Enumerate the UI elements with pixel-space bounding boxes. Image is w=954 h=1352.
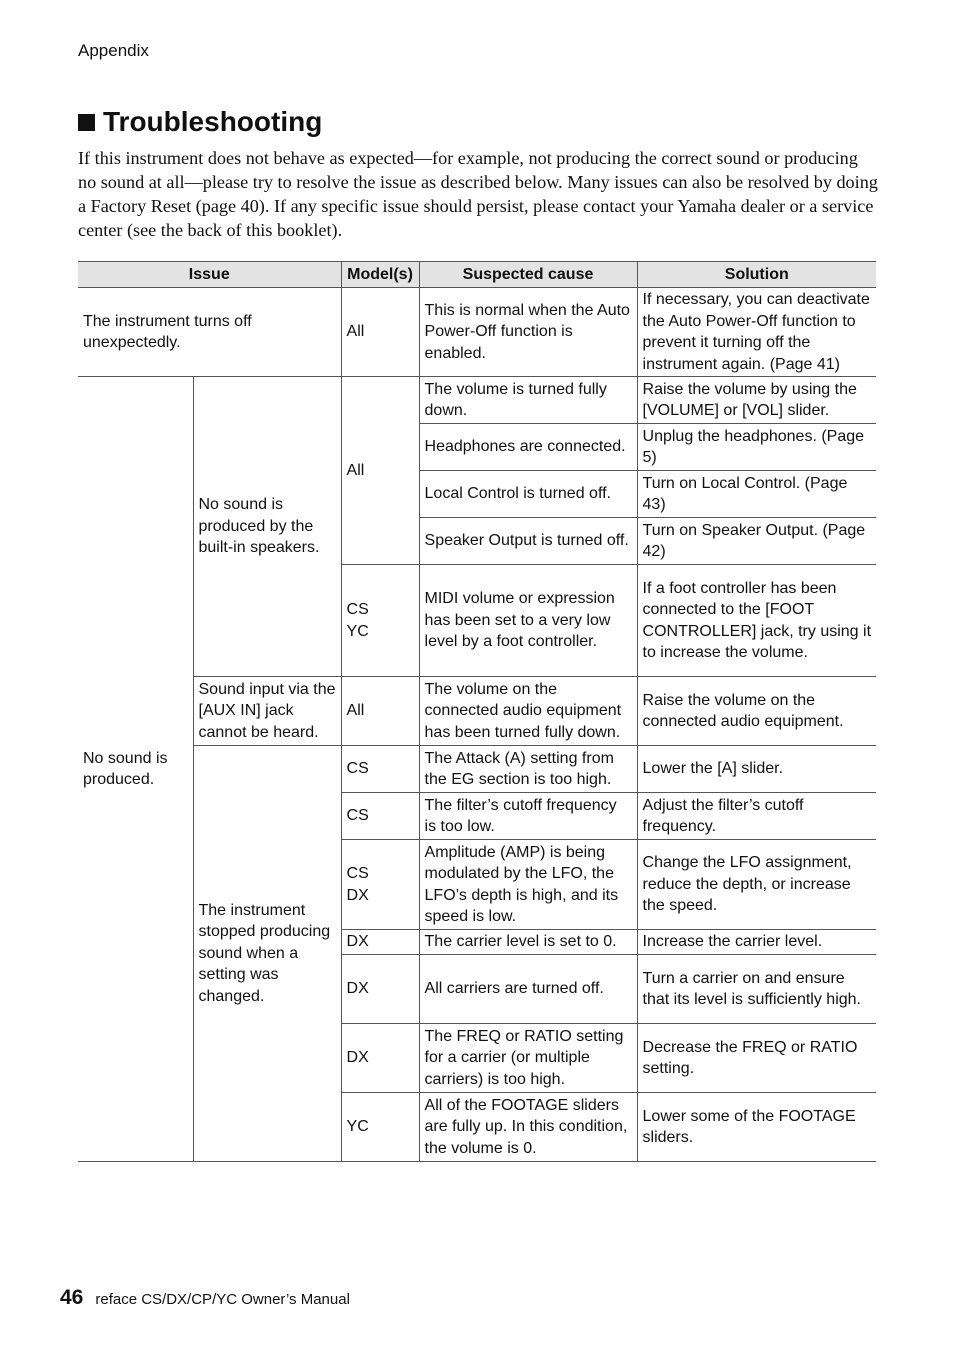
cause-cell: The filter’s cutoff frequency is too low. xyxy=(419,793,637,840)
cause-cell: Headphones are connected. xyxy=(419,424,637,471)
models-cell: All xyxy=(341,377,419,565)
model-code: DX xyxy=(346,933,369,951)
cause-cell: Local Control is turned off. xyxy=(419,471,637,518)
solution-cell: If necessary, you can deactivate the Auto Power-Off function to prevent it turning off the instrument again. (Page 41) xyxy=(637,288,876,377)
issue-group-cell: No sound is produced. xyxy=(78,377,193,1162)
models-cell xyxy=(341,746,419,793)
page-title-text: Troubleshooting xyxy=(103,106,323,137)
solution-cell: Lower the [A] slider. xyxy=(637,746,876,793)
cause-cell: The volume on the connected audio equipment has been turned fully down. xyxy=(419,677,637,746)
solution-cell: Lower some of the FOOTAGE sliders. xyxy=(637,1093,876,1162)
models-cell xyxy=(341,1024,419,1093)
models-cell: All xyxy=(341,677,419,746)
cause-cell: This is normal when the Auto Power-Off function is enabled. xyxy=(419,288,637,377)
table-row xyxy=(78,677,876,746)
table-row xyxy=(78,377,876,424)
cause-cell: MIDI volume or expression has been set to a very low level by a foot controller. xyxy=(419,565,637,677)
model-code: CS xyxy=(346,807,369,825)
models-cell xyxy=(341,793,419,840)
cause-cell: The volume is turned fully down. xyxy=(419,377,637,424)
solution-cell: Turn on Local Control. (Page 43) xyxy=(637,471,876,518)
page-footer xyxy=(60,1286,350,1310)
issue-cell: The instrument turns off unexpectedly. xyxy=(78,288,341,377)
solution-cell: Raise the volume by using the [VOLUME] or [VOL] slider. xyxy=(637,377,876,424)
model-code: DX xyxy=(346,886,369,904)
model-code: DX xyxy=(346,1049,369,1067)
page-number: 46 xyxy=(60,1286,84,1309)
header-solution: Solution xyxy=(637,262,876,288)
sub-issue-cell: The instrument stopped producing sound when a setting was changed. xyxy=(193,746,341,1162)
models-cell xyxy=(341,930,419,955)
sub-issue-cell: No sound is produced by the built-in speakers. xyxy=(193,377,341,677)
solution-cell: Turn a carrier on and ensure that its level is sufficiently high. xyxy=(637,955,876,1024)
models-cell xyxy=(341,955,419,1024)
solution-cell: Unplug the headphones. (Page 5) xyxy=(637,424,876,471)
models-cell xyxy=(341,565,419,677)
manual-title: reface CS/DX/CP/YC Owner’s Manual xyxy=(95,1291,350,1308)
intro-paragraph: If this instrument does not behave as expected—for example, not producing the correct sound or producing no sound at all—please try to resolve the issue as described below. Many issues can also be resolved by doing a Factory Reset (page 40). If any specific issue should persist, please contact your Yamaha dealer or a service center (see the back of this booklet). xyxy=(78,148,878,240)
solution-cell: Change the LFO assignment, reduce the depth, or increase the speed. xyxy=(637,840,876,930)
cause-cell: The carrier level is set to 0. xyxy=(419,930,637,955)
cause-cell: All carriers are turned off. xyxy=(419,955,637,1024)
model-code: CS xyxy=(346,865,369,882)
header-models: Model(s) xyxy=(341,262,419,288)
section-label: Appendix xyxy=(78,41,149,60)
table-row xyxy=(78,746,876,793)
solution-cell: If a foot controller has been connected to the [FOOT CONTROLLER] jack, try using it to increase the volume. xyxy=(637,565,876,677)
models-cell xyxy=(341,1093,419,1162)
cause-cell: The Attack (A) setting from the EG section is too high. xyxy=(419,746,637,793)
models-cell xyxy=(341,840,419,930)
square-bullet-icon xyxy=(78,114,95,131)
header-issue: Issue xyxy=(78,262,341,288)
solution-cell: Turn on Speaker Output. (Page 42) xyxy=(637,518,876,565)
cause-cell: Speaker Output is turned off. xyxy=(419,518,637,565)
model-code: YC xyxy=(346,1118,369,1136)
header-cause: Suspected cause xyxy=(419,262,637,288)
solution-cell: Adjust the filter’s cutoff frequency. xyxy=(637,793,876,840)
model-code: YC xyxy=(346,622,369,640)
cause-cell: The FREQ or RATIO setting for a carrier (or multiple carriers) is too high. xyxy=(419,1024,637,1093)
model-code: CS xyxy=(346,601,369,618)
troubleshooting-table xyxy=(78,261,876,1162)
solution-cell: Decrease the FREQ or RATIO setting. xyxy=(637,1024,876,1093)
solution-cell: Raise the volume on the connected audio equipment. xyxy=(637,677,876,746)
table-header-row xyxy=(78,262,876,288)
model-code: DX xyxy=(346,980,369,998)
page-title xyxy=(78,106,322,138)
cause-cell: Amplitude (AMP) is being modulated by the LFO, the LFO’s depth is high, and its speed is low. xyxy=(419,840,637,930)
cause-cell: All of the FOOTAGE sliders are fully up. In this condition, the volume is 0. xyxy=(419,1093,637,1162)
model-code: CS xyxy=(346,760,369,778)
solution-cell: Increase the carrier level. xyxy=(637,930,876,955)
table-row xyxy=(78,288,876,377)
models-cell: All xyxy=(341,288,419,377)
sub-issue-cell: Sound input via the [AUX IN] jack cannot be heard. xyxy=(193,677,341,746)
